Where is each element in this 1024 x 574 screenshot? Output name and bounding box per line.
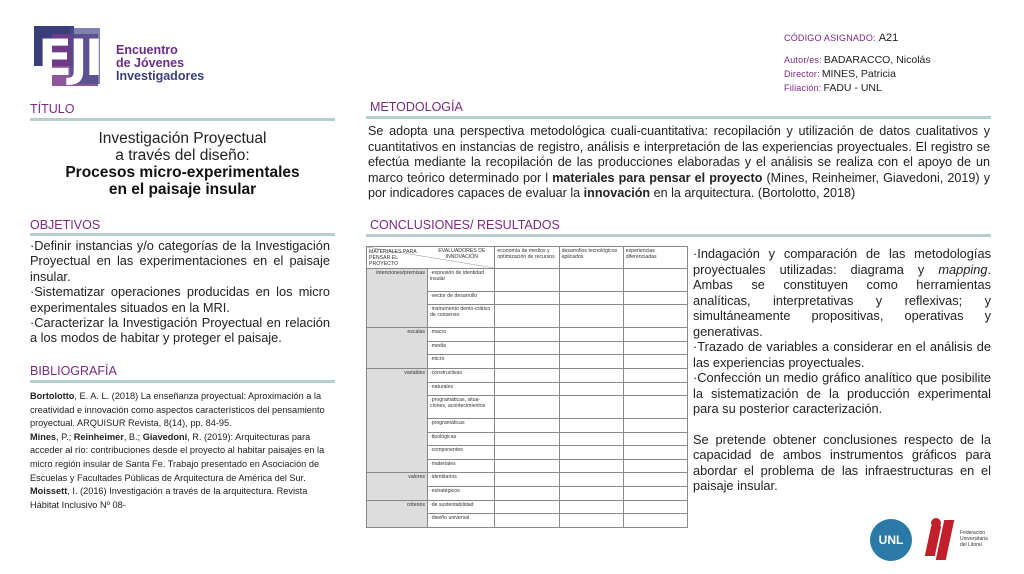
conclusion-item: ·Trazado de variables a considerar en el análisis de las experiencias proyectuales. [693,339,991,370]
matrix-item-label: ·identitarios [427,473,494,487]
fel-line: del Litoral [960,542,982,548]
bib-author: Moissett [30,486,68,497]
matrix-cell [559,305,623,328]
matrix-cell [495,487,559,501]
matrix-item-label: ·instrumento demo-crático de consenso [427,305,494,328]
bib-author: Reinheimer [73,431,124,442]
matrix-group-label: variables [367,368,428,472]
code-label: CÓDIGO ASIGNADO: [784,33,876,43]
matrix-cell [495,291,559,305]
section-rule [366,116,991,119]
methodology-bold: innovación [583,186,651,201]
methodology-span: (Mines, Reinheimer, Giavedoni, 2019) y por indicadores capaces de evaluar la [368,170,990,201]
matrix-item-label: ·vector de desarrollo [427,291,494,305]
matrix-cell [495,341,559,355]
director-label: Director: [784,69,820,79]
director-row [784,68,931,82]
matrix-group-label: criterios [367,500,428,527]
bib-entry [30,485,332,512]
matrix-cell [559,291,623,305]
author-first: Nicolás [896,54,931,66]
matrix-cell [559,473,623,487]
matrix-item-label: ·macro [427,328,494,342]
matrix-header: economía de medios y optimización de recursos [495,247,559,269]
objectives-list [30,238,330,346]
conclusion-item [693,246,991,339]
section-heading-bibliografia: BIBLIOGRAFÍA [30,364,117,378]
matrix-cell [623,341,687,355]
matrix-cell [623,269,687,292]
bib-text: , E. A. L. (2018) La enseñanza proyectual: Aproximación a la creatividad e innovación como aspectos característicos del pensamiento proyectual. ARQUISUR Revista, 8(14), pp. 84-95. [30,391,325,429]
bib-author: Bortolotto [30,391,75,401]
matrix-cell [623,355,687,369]
matrix-cell [623,291,687,305]
affiliation-row [784,82,931,96]
matrix-cell [559,418,623,432]
evaluation-matrix [366,246,688,528]
matrix-cell [623,446,687,460]
matrix-group-label: intenciones/premisas [367,269,428,328]
section-rule [30,233,335,236]
matrix-cell [495,432,559,446]
matrix-group-label: valores [367,473,428,500]
matrix-cell [559,446,623,460]
matrix-cell [559,432,623,446]
matrix-item-label: ·micro [427,355,494,369]
matrix-cell [495,473,559,487]
matrix-cell [559,269,623,292]
title-line: Investigación Proyectual [98,130,267,147]
conclusion-span: . Ambas se constituyen como herramientas analíticas, interpretativas y reflexivas; y simultáneamente propositivas, operativas y generativas. [693,261,991,339]
matrix-corner-bottom: MATERIALES PARA PENSAR EL PROYECTO [369,249,417,267]
conclusion-span: ·Indagación y comparación de las metodologías proyectuales utilizadas: diagrama y [693,246,991,277]
director-last: MINES, [821,68,858,80]
bib-entry [30,431,332,485]
title-line: a través del diseño: [115,147,250,164]
brand-name [116,44,204,83]
matrix-cell [495,368,559,382]
matrix-item-label: ·tipológicas [427,432,494,446]
logo-letters: EJI [38,29,101,87]
matrix-cell [559,396,623,419]
methodology-span: en la arquitectura. (Bortolotto, 2018) [650,186,856,201]
fel-logo-icon [928,518,956,562]
section-heading-conclusiones: CONCLUSIONES/ RESULTADOS [370,218,560,232]
matrix-row [367,368,688,382]
matrix-cell [495,514,559,528]
matrix-item-label: ·constructivas [427,368,494,382]
bib-text: , I. (2016) Investigación a través de la arquitectura. Revista Hábitat Inclusivo Nº 08- [30,486,308,510]
matrix-cell [623,514,687,528]
author-last: BADARACCO, [823,54,894,66]
matrix-corner-top: EVALUADORES DE INNOVACIÓN [438,248,486,260]
matrix-cell [623,459,687,473]
methodology-span: Se adopta una perspectiva metodológica cuali-cuantitativa: recopilación y utilización de datos cualitativos y cuantitativos en instancias de registro, análisis e interpretación de las experiencias proyectuales. El registro se efectúa mediante la recopilación de las producciones elaboradas y el análisis se realiza con el apoyo de un marco teórico determinado por l [368,124,990,185]
brand-line: de Jóvenes [116,56,185,70]
section-heading-titulo: TÍTULO [30,102,75,116]
matrix-cell [559,500,623,514]
fel-logo-text [960,530,988,548]
author-row [784,54,931,68]
fel-line: Federación [960,530,986,536]
matrix-cell [495,459,559,473]
affiliation-value: FADU - UNL [823,82,882,94]
section-rule [30,380,335,383]
conclusion-italic: mapping [938,261,988,277]
matrix-cell [559,382,623,396]
matrix-cell [495,418,559,432]
code-row [784,32,931,46]
objective-item: ·Caracterizar la Investigación Proyectual en relación a los modos de habitar y proteger el paisaje. [30,315,330,346]
matrix-corner-cell [367,247,495,269]
title-line: Procesos micro-experimentales [65,164,300,181]
section-rule [366,234,991,237]
matrix-cell [559,459,623,473]
conclusion-item: Se pretende obtener conclusiones respecto de la capacidad de ambos instrumentos gráficos para abordar el problema de las infraestructuras en el paisaje insular. [693,431,991,493]
bib-author: Giavedoni [142,431,188,442]
bib-text: , B.; [123,431,143,442]
section-rule [30,118,335,121]
matrix-cell [559,328,623,342]
matrix-cell [495,446,559,460]
brand-line: Investigadores [116,69,205,83]
bib-text: , P.; [56,431,74,442]
bib-text: , R. (2019): Arquitecturas para acceder al río: contribuciones desde el proyecto al habitar paisajes en la micro región insular de Santa Fe. Trabajo presentado en Asociación de Escuelas y Facultades Públicas de Arquitectura de América del Sur. [30,431,325,483]
objective-item: ·Definir instancias y/o categorías de la Investigación Proyectual en las experimentaciones en el paisaje insular. [30,238,330,284]
matrix-cell [559,355,623,369]
objective-item: ·Sistematizar operaciones producidas en los micro experimentales situados en la MRI. [30,284,330,315]
matrix-header: experiencias diferenciadas [623,247,687,269]
author-label: Autor/es: [784,55,822,65]
code-value: A21 [878,32,899,44]
matrix-cell [495,328,559,342]
title-line: en el paisaje insular [108,181,257,198]
matrix-item-label: ·naturales [427,382,494,396]
methodology-bold: materiales para pensar el proyecto [552,170,763,185]
matrix-item-label: ·expresión de identidad insular [427,269,494,292]
matrix-cell [623,432,687,446]
matrix-item-label: ·materiales [427,459,494,473]
matrix-row [367,500,688,514]
matrix-cell [559,341,623,355]
matrix-item-label: ·componentes [427,446,494,460]
director-first: Patricia [860,68,896,80]
matrix-cell [623,382,687,396]
section-heading-metodologia: METODOLOGÍA [370,100,463,114]
matrix-cell [559,487,623,501]
unl-logo: UNL [870,519,912,561]
bib-author: Mines [30,431,57,442]
poster-meta [784,32,931,96]
matrix-cell [623,396,687,419]
matrix-cell [559,368,623,382]
conclusions-text [693,246,991,494]
matrix-item-label: ·programáticas [427,418,494,432]
matrix-group-label: escalas [367,328,428,369]
matrix-cell [623,487,687,501]
matrix-item-label: ·diseño universal [427,514,494,528]
matrix-cell [623,418,687,432]
bib-entry [30,390,332,431]
conclusion-item: ·Confección un medio gráfico analítico que posibilite la sistematización de la producción experimental para su posterior caracterización. [693,370,991,416]
matrix-cell [495,305,559,328]
section-heading-objetivos: OBJETIVOS [30,218,101,232]
methodology-text [368,124,990,202]
matrix-cell [623,500,687,514]
brand-line: Encuentro [116,43,178,57]
bibliography-list [30,390,332,512]
matrix-cell [623,328,687,342]
matrix-row [367,269,688,292]
matrix-item-label: ·media [427,341,494,355]
matrix-cell [559,514,623,528]
poster-title [30,130,335,198]
matrix-cell [495,396,559,419]
matrix-cell [623,473,687,487]
matrix-cell [495,382,559,396]
matrix-row [367,328,688,342]
matrix-item-label: ·de sustentabilidad [427,500,494,514]
matrix-header: desarrollos tecnológicos aplicados [559,247,623,269]
matrix-cell [495,355,559,369]
affiliation-label: Filiación: [784,83,822,93]
fel-line: Universitaria [960,536,988,542]
matrix-row [367,473,688,487]
matrix-cell [495,269,559,292]
matrix-cell [623,368,687,382]
eji-logo [34,26,106,88]
matrix-item-label: ·programáticas, situa-ciones, acontecimientos [427,396,494,419]
matrix-item-label: ·estratégicos [427,487,494,501]
matrix-cell [495,500,559,514]
matrix-cell [623,305,687,328]
